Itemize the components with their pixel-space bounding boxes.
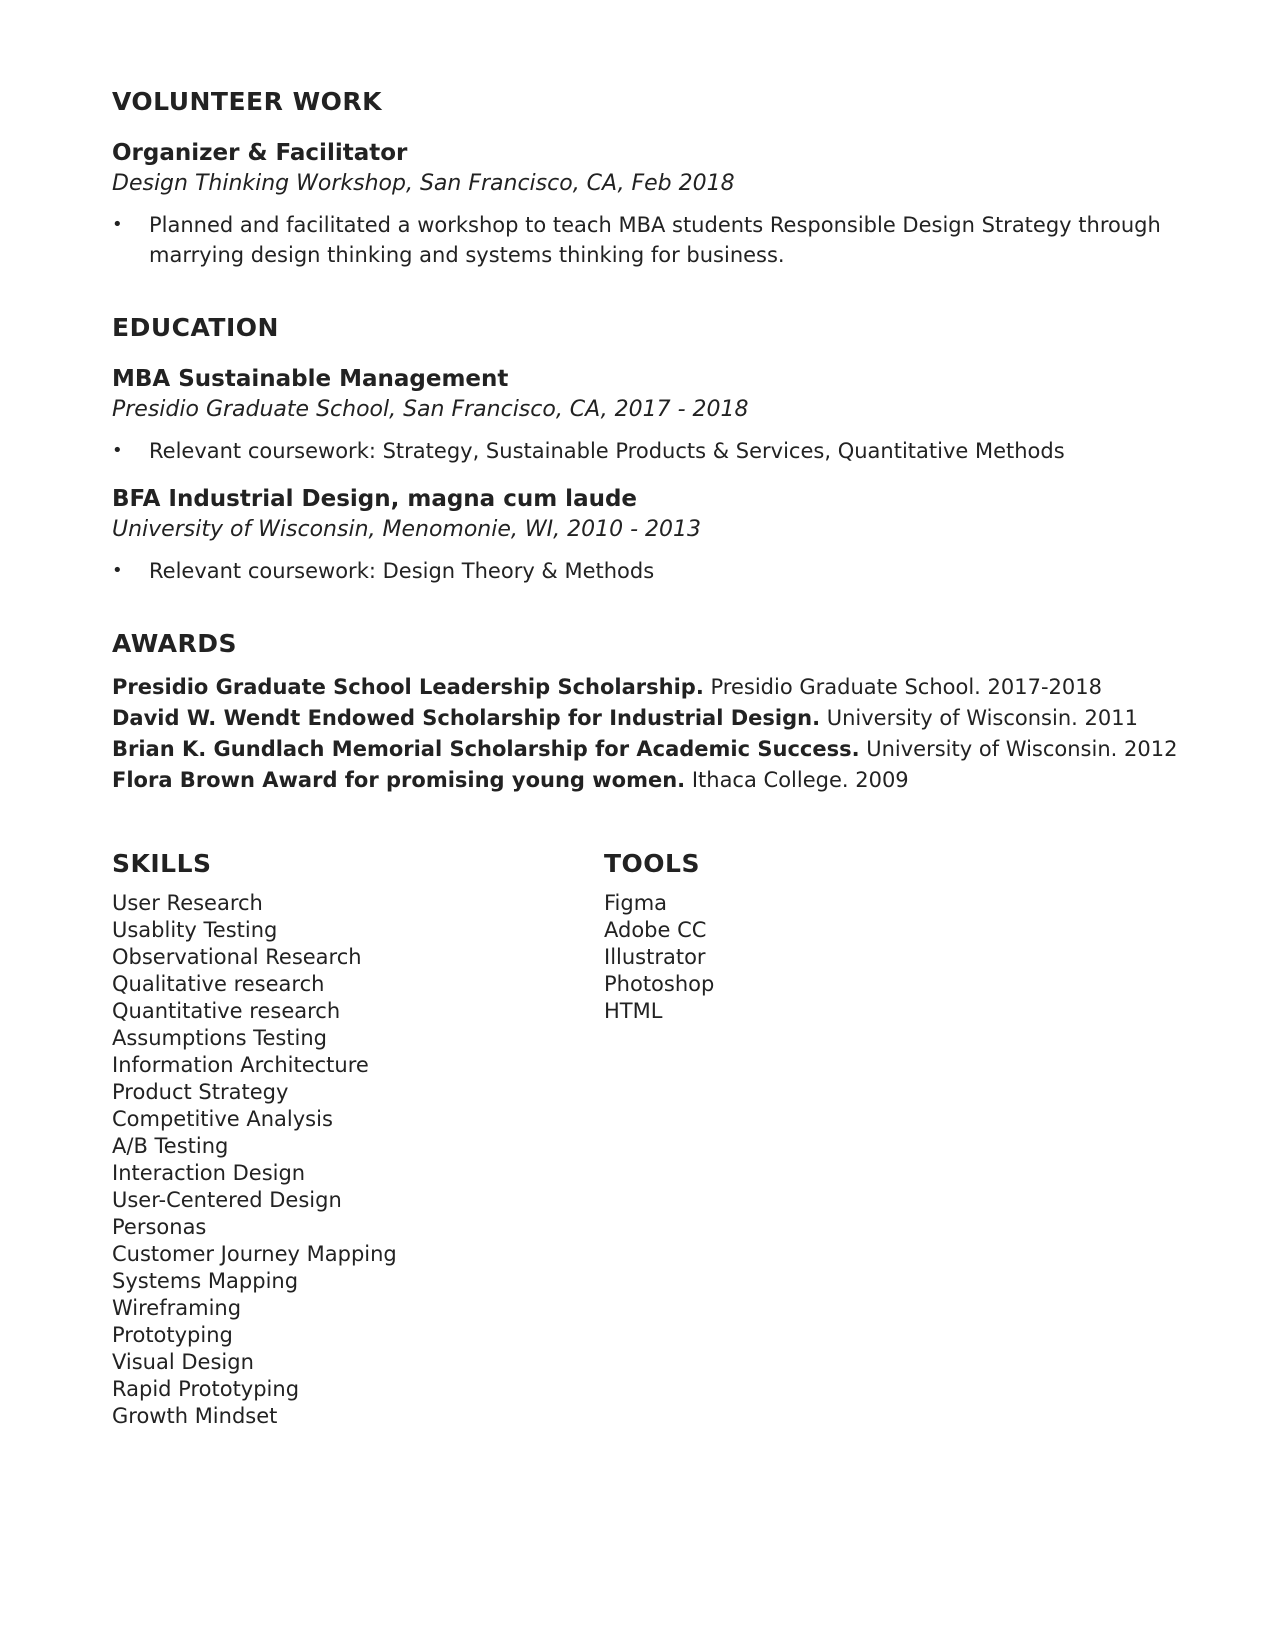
skill-item: Assumptions Testing <box>112 1026 328 1050</box>
skill-item: Customer Journey Mapping <box>112 1242 397 1266</box>
bullet-item <box>112 210 1172 270</box>
skills-list <box>112 890 604 1430</box>
skill-item: A/B Testing <box>112 1134 229 1158</box>
award-name: David W. Wendt Endowed Scholarship for Industrial Design. <box>112 706 821 730</box>
award-detail: University of Wisconsin. 2011 <box>820 706 1138 730</box>
skill-item: Systems Mapping <box>112 1269 299 1293</box>
education-heading: EDUCATION <box>112 313 279 342</box>
skill-item: Interaction Design <box>112 1161 306 1185</box>
award-detail: Ithaca College. 2009 <box>685 768 909 792</box>
tool-item: Figma <box>604 891 668 915</box>
award-item <box>112 672 1172 703</box>
award-name: Flora Brown Award for promising young women. <box>112 768 686 792</box>
award-item <box>112 765 1172 796</box>
awards-section <box>112 628 1178 796</box>
skill-item: Personas <box>112 1215 207 1239</box>
award-detail: Presidio Graduate School. 2017-2018 <box>703 675 1102 699</box>
tools-heading: TOOLS <box>604 849 700 878</box>
entry-title: Organizer & Facilitator <box>112 140 408 166</box>
skill-item: Qualitative research <box>112 972 325 996</box>
tools-list <box>604 890 1104 1025</box>
bullet-icon: • <box>112 440 123 461</box>
award-name: Brian K. Gundlach Memorial Scholarship for Academic Success. <box>112 737 860 761</box>
entry-title: BFA Industrial Design, magna cum laude <box>112 486 638 512</box>
tool-item: HTML <box>604 999 663 1023</box>
skills-heading: SKILLS <box>112 849 212 878</box>
entry-subtitle: Design Thinking Workshop, San Francisco, CA, Feb 2018 <box>112 171 735 196</box>
skills-tools-columns <box>112 848 1172 1430</box>
entry-subtitle: University of Wisconsin, Menomonie, WI, 2010 - 2013 <box>112 517 702 542</box>
bullet-text: Relevant coursework: Strategy, Sustainable Products & Services, Quantitative Methods <box>149 439 1065 463</box>
bullet-icon: • <box>112 214 123 235</box>
tools-section <box>604 848 1104 1430</box>
bullet-icon: • <box>112 560 123 581</box>
volunteer-section <box>112 86 1172 270</box>
skill-item: Visual Design <box>112 1350 254 1374</box>
award-item <box>112 703 1172 734</box>
skill-item: User Research <box>112 891 263 915</box>
entry-subtitle: Presidio Graduate School, San Francisco, CA, 2017 - 2018 <box>112 397 749 422</box>
volunteer-entry <box>112 138 1172 270</box>
skill-item: Competitive Analysis <box>112 1107 333 1131</box>
bullet-text: Planned and facilitated a workshop to teach MBA students Responsible Design Strategy through marrying design thinking and systems thinking for business. <box>149 213 1161 267</box>
award-name: Presidio Graduate School Leadership Scholarship. <box>112 675 704 699</box>
education-entry <box>112 364 1172 466</box>
bullet-item <box>112 556 1172 586</box>
skill-item: Wireframing <box>112 1296 242 1320</box>
tool-item: Illustrator <box>604 945 706 969</box>
award-item <box>112 734 1178 765</box>
skill-item: Usablity Testing <box>112 918 278 942</box>
tool-item: Photoshop <box>604 972 715 996</box>
skills-section <box>112 848 604 1430</box>
skill-item: Observational Research <box>112 945 362 969</box>
education-entry <box>112 484 1172 586</box>
award-detail: University of Wisconsin. 2012 <box>859 737 1178 761</box>
skill-item: Product Strategy <box>112 1080 289 1104</box>
skill-item: Information Architecture <box>112 1053 369 1077</box>
resume-page <box>112 86 1178 1430</box>
entry-title: MBA Sustainable Management <box>112 366 509 392</box>
skill-item: Growth Mindset <box>112 1404 278 1428</box>
bullet-text: Relevant coursework: Design Theory & Methods <box>149 559 655 583</box>
skill-item: Rapid Prototyping <box>112 1377 300 1401</box>
bullet-item <box>112 436 1172 466</box>
skill-item: User-Centered Design <box>112 1188 342 1212</box>
volunteer-heading: VOLUNTEER WORK <box>112 87 383 116</box>
skill-item: Quantitative research <box>112 999 341 1023</box>
awards-heading: AWARDS <box>112 629 238 658</box>
skill-item: Prototyping <box>112 1323 233 1347</box>
education-section <box>112 312 1172 586</box>
tool-item: Adobe CC <box>604 918 707 942</box>
